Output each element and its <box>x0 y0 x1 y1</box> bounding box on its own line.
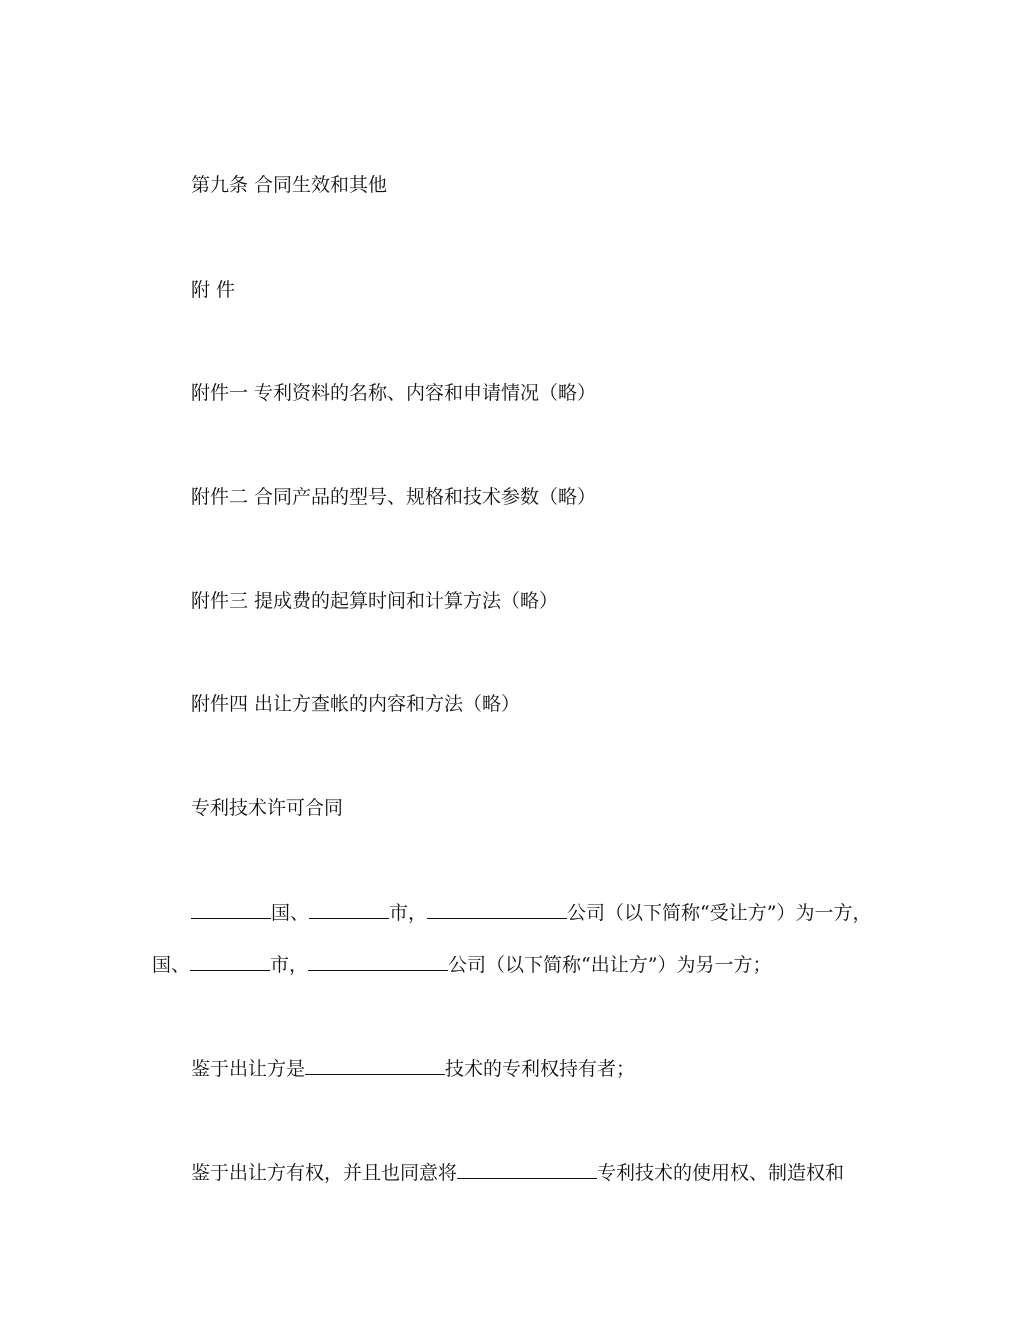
blank-field-city <box>190 952 270 971</box>
attachment-3: 附件三 提成费的起算时间和计算方法（略） <box>191 590 559 612</box>
party-line-2 <box>152 952 771 977</box>
attachment-2: 附件二 合同产品的型号、规格和技术参数（略） <box>191 486 597 508</box>
blank-field-company <box>427 900 567 919</box>
party-2-city-label: 市， <box>270 954 309 976</box>
recital-2 <box>191 1160 844 1185</box>
recital-2-suffix: 专利技术的使用权、制造权和 <box>597 1162 845 1184</box>
blank-field-country <box>191 900 271 919</box>
blank-field-technology <box>305 1056 445 1075</box>
blank-field-patent <box>457 1160 597 1179</box>
recital-1-prefix: 鉴于出让方是 <box>191 1058 306 1080</box>
party-1-country-label: 国、 <box>271 902 310 924</box>
blank-field-company <box>308 952 448 971</box>
party-2-company-label: 公司（以下简称“出让方”）为另一方； <box>448 954 772 976</box>
recital-1-suffix: 技术的专利权持有者； <box>445 1058 636 1080</box>
party-1-company-label: 公司（以下简称“受让方”）为一方， <box>567 902 872 924</box>
contract-title: 专利技术许可合同 <box>191 797 344 819</box>
recital-2-prefix: 鉴于出让方有权，并且也同意将 <box>191 1162 458 1184</box>
party-1-city-label: 市， <box>389 902 428 924</box>
attachments-heading: 附 件 <box>191 279 236 301</box>
attachment-4: 附件四 出让方查帐的内容和方法（略） <box>191 693 521 715</box>
attachment-1: 附件一 专利资料的名称、内容和申请情况（略） <box>191 382 597 404</box>
recital-1 <box>191 1056 635 1081</box>
party-line-1 <box>191 900 871 925</box>
party-2-country-label: 国、 <box>152 954 191 976</box>
blank-field-city <box>309 900 389 919</box>
clause-9-heading: 第九条 合同生效和其他 <box>191 174 388 196</box>
